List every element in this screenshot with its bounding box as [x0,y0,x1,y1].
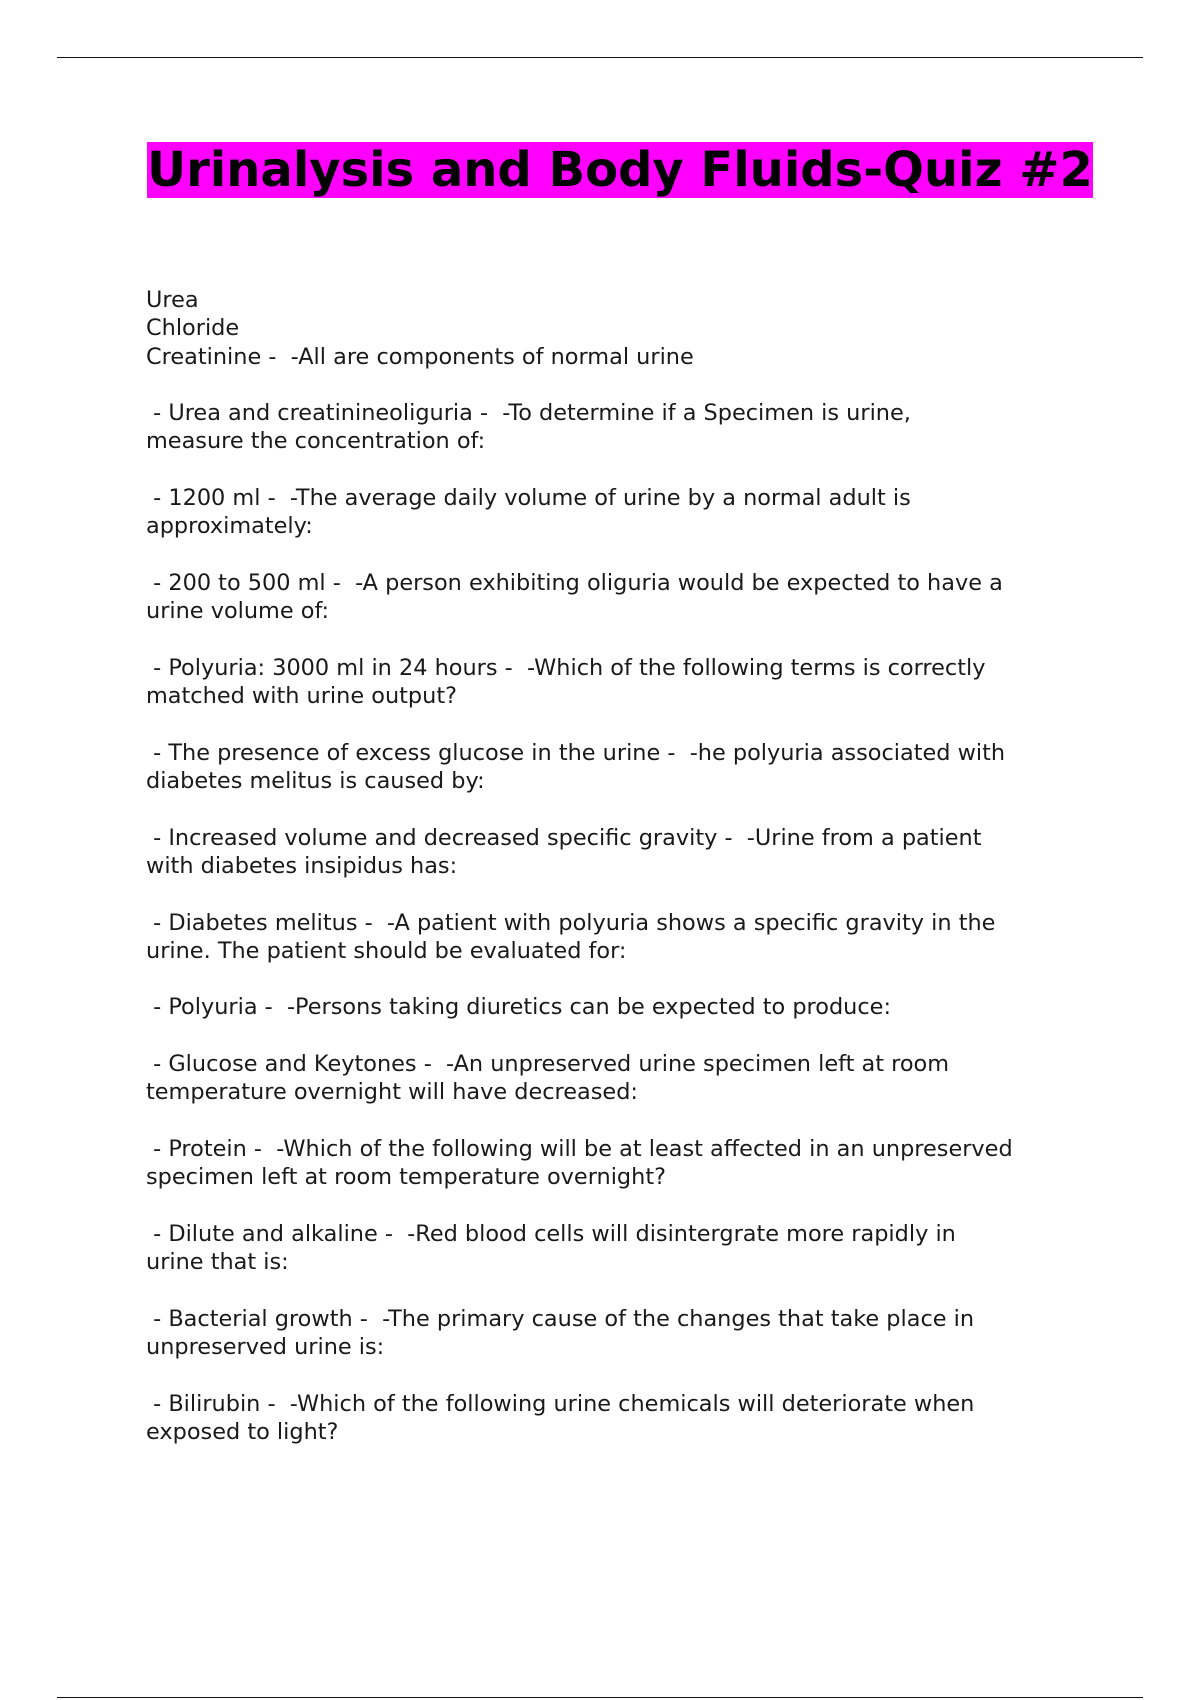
qa-item: - 1200 ml - -The average daily volume of urine by a normal adult is approximately: [146,485,911,540]
qa-item: - Urea and creatinineoliguria - -To determine if a Specimen is urine, measure the concentration of: [146,400,911,455]
bottom-divider [57,1697,1143,1698]
title-block [140,142,1100,198]
qa-item: - Bilirubin - -Which of the following urine chemicals will deteriorate when exposed to light? [146,1390,975,1445]
qa-item: - Polyuria - -Persons taking diuretics can be expected to produce: [146,994,891,1021]
qa-item: - Glucose and Keytones - -An unpreserved urine specimen left at room temperature overnight will have decreased: [146,1051,950,1106]
intro-line: Creatinine - -All are components of normal urine [146,343,694,370]
qa-item: - Increased volume and decreased specific gravity - -Urine from a patient with diabetes insipidus has: [146,824,982,879]
page-title: Urinalysis and Body Fluids-Quiz #2 [147,142,1093,198]
qa-item: - Dilute and alkaline - -Red blood cells will disintergrate more rapidly in urine that is: [146,1220,956,1276]
top-divider [57,57,1143,58]
qa-item: - Diabetes melitus - -A patient with polyuria shows a specific gravity in the urine. The patient should be evaluated for: [146,909,996,964]
qa-item: - Bacterial growth - -The primary cause of the changes that take place in unpreserved urine is: [146,1305,975,1360]
qa-item: - 200 to 500 ml - -A person exhibiting oliguria would be expected to have a urine volume of: [146,569,1003,625]
intro-line: Chloride [146,315,240,342]
qa-item: - The presence of excess glucose in the urine - -he polyuria associated with diabetes melitus is caused by: [146,739,1006,795]
qa-item: - Polyuria: 3000 ml in 24 hours - -Which of the following terms is correctly matched with urine output? [146,654,986,710]
intro-line: Urea [146,287,199,313]
document-body [146,286,1106,1446]
qa-item: - Protein - -Which of the following will be at least affected in an unpreserved specimen left at room temperature overnight? [146,1135,1013,1191]
